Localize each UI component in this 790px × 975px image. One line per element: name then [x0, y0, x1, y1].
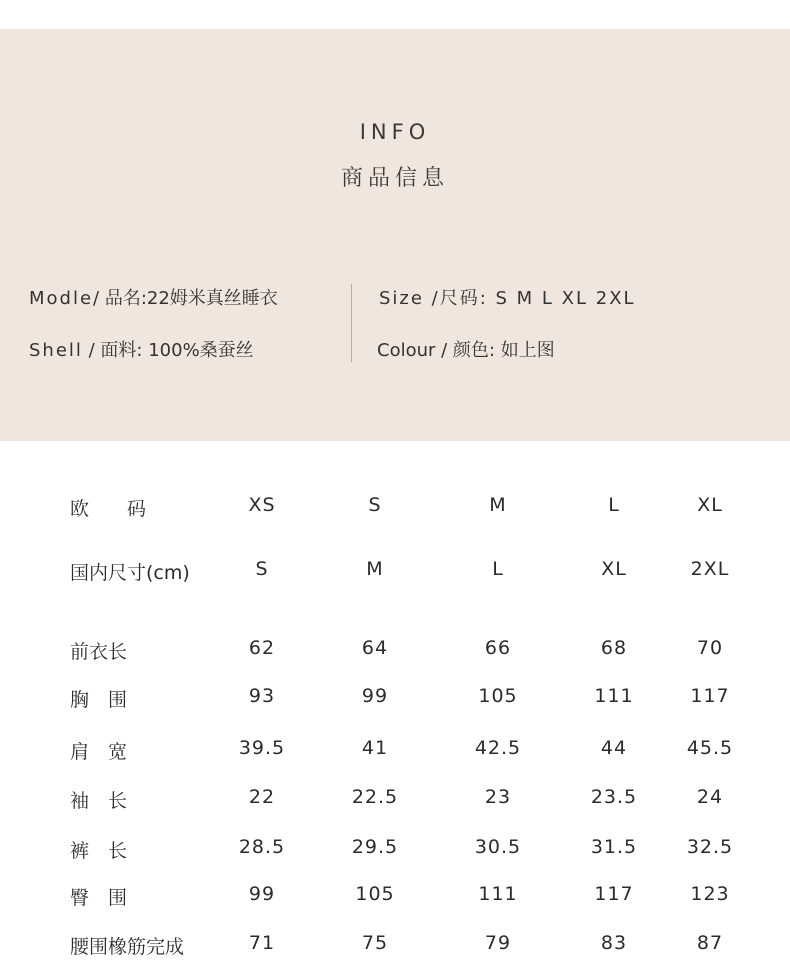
rows-0-cell: 66: [484, 637, 512, 659]
rows-6-cell: 71: [248, 932, 276, 954]
rows-4-cell: 32.5: [686, 836, 734, 858]
colour-label: Colour: [377, 340, 436, 361]
rows-6-cell: 75: [361, 932, 389, 954]
rows-4-cell: 31.5: [590, 836, 638, 858]
info-subtitle: 商品信息: [340, 166, 449, 191]
rows-2-cell: 41: [361, 737, 389, 759]
header_rows-1-cell: S: [255, 558, 269, 580]
rows-5-cell: 111: [478, 883, 518, 905]
shell-label: Shell: [29, 340, 83, 361]
header_rows-0-label: 欧 码: [70, 498, 147, 520]
header_rows-0-cell: XS: [248, 494, 276, 516]
rows-2-cell: 45.5: [686, 737, 734, 759]
rows-5-cell: 123: [690, 883, 730, 905]
shell-material: [29, 336, 254, 362]
info-title: INFO: [359, 120, 431, 144]
model-value: / 品名:22姆米真丝睡衣: [93, 288, 278, 309]
header_rows-1-cell: XL: [601, 558, 627, 580]
rows-4-cell: 28.5: [238, 836, 286, 858]
rows-5-cell: 99: [248, 883, 276, 905]
rows-3-cell: 23: [484, 786, 512, 808]
rows-3-cell: 22: [248, 786, 276, 808]
model-label: Modle: [29, 288, 94, 309]
rows-0-cell: 70: [696, 637, 724, 659]
rows-6-cell: 83: [600, 932, 628, 954]
rows-1-cell: 117: [690, 685, 730, 707]
header_rows-0-cell: L: [608, 494, 620, 516]
shell-value: / 面料: 100%桑蚕丝: [82, 340, 254, 361]
header_rows-0-cell: M: [489, 494, 507, 516]
rows-6-cell: 87: [696, 932, 724, 954]
colour-value: / 颜色: 如上图: [435, 340, 555, 361]
header_rows-0-cell: XL: [697, 494, 723, 516]
rows-3-cell: 23.5: [590, 786, 638, 808]
rows-2-cell: 42.5: [474, 737, 522, 759]
rows-1-cell: 99: [361, 685, 389, 707]
rows-3-cell: 22.5: [351, 786, 399, 808]
size-range: [379, 284, 636, 310]
rows-6-cell: 79: [484, 932, 512, 954]
header_rows-0-cell: S: [368, 494, 382, 516]
rows-2-label: 肩 宽: [70, 741, 128, 763]
rows-4-label: 裤 长: [70, 840, 128, 862]
header_rows-1-label: 国内尺寸(cm): [70, 562, 190, 584]
rows-2-cell: 39.5: [238, 737, 286, 759]
rows-3-label: 袖 长: [70, 790, 128, 812]
header_rows-1-cell: L: [492, 558, 504, 580]
rows-3-cell: 24: [696, 786, 724, 808]
rows-5-cell: 105: [355, 883, 395, 905]
rows-5-cell: 117: [594, 883, 634, 905]
rows-4-cell: 30.5: [474, 836, 522, 858]
rows-5-label: 臀 围: [70, 887, 128, 909]
rows-2-cell: 44: [600, 737, 628, 759]
rows-6-label: 腰围橡筋完成: [70, 936, 185, 958]
size-label: Size: [379, 288, 432, 309]
colour-info: [377, 336, 555, 362]
rows-0-cell: 68: [600, 637, 628, 659]
meta-divider: [351, 284, 352, 362]
size-value: /尺码: S M L XL 2XL: [431, 288, 636, 309]
header_rows-1-cell: 2XL: [690, 558, 730, 580]
rows-1-cell: 93: [248, 685, 276, 707]
info-panel: [0, 29, 790, 441]
rows-1-cell: 105: [478, 685, 518, 707]
rows-0-cell: 64: [361, 637, 389, 659]
rows-1-cell: 111: [594, 685, 634, 707]
model-name: [29, 284, 278, 310]
rows-0-label: 前衣长: [70, 641, 128, 663]
rows-0-cell: 62: [248, 637, 276, 659]
rows-4-cell: 29.5: [351, 836, 399, 858]
header_rows-1-cell: M: [366, 558, 384, 580]
rows-1-label: 胸 围: [70, 689, 128, 711]
